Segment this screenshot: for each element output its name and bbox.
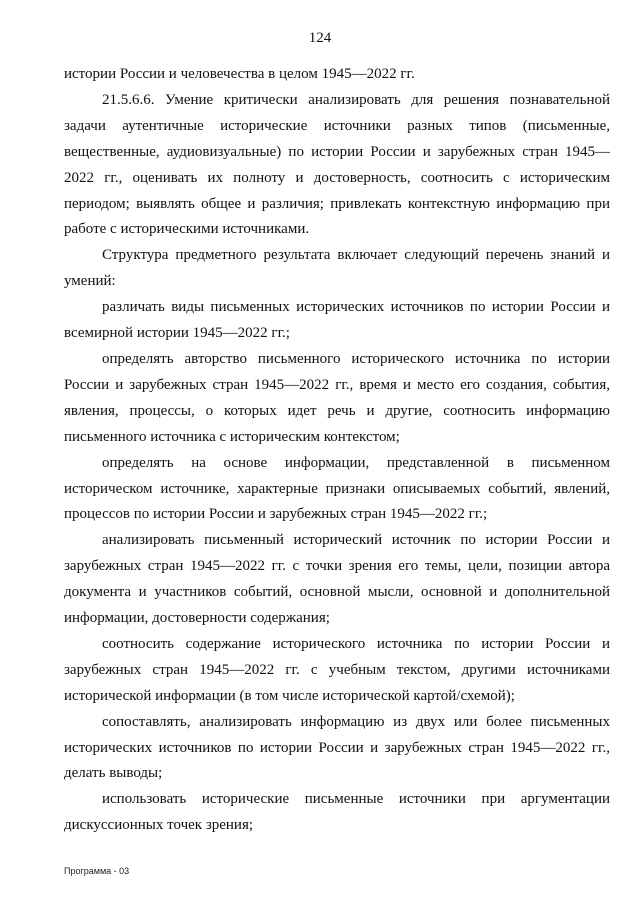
list-item-characteristics: определять на основе информации, представленной в письменном историческом источнике, характерные признаки описываемых событий, явлений, процессов по истории России и зарубежных стран 1945—2022 гг.; [64, 454, 610, 523]
paragraph-section-21-5-6-6: 21.5.6.6. Умение критически анализировать для решения познавательной задачи аутентичные исторические источники разных типов (письменные, вещественные, аудиовизуальные) по истории России и зарубежных стран 1945—2022 гг., оценивать их полноту и достоверность, соотносить с историческим периодом; выявлять общее и различия; привлекать контекстную информацию при работе с историческими источниками. [64, 91, 610, 238]
list-item-distinguish: различать виды письменных исторических источников по истории России и всемирной истории 1945—2022 гг.; [64, 299, 610, 342]
list-item-analyze: анализировать письменный исторический источник по истории России и зарубежных стран 1945—2022 гг. с точки зрения его темы, цели, позиции автора документа и участников событий, основной мысли, основной и дополнительной информации, достоверности содержания; [64, 532, 610, 627]
list-item-compare: сопоставлять, анализировать информацию из двух или более письменных исторических источников по истории России и зарубежных стран 1945—2022 гг., делать выводы; [64, 713, 610, 782]
list-item-use-sources: использовать исторические письменные источники при аргументации дискуссионных точек зрения; [64, 791, 610, 834]
list-item-correlate: соотносить содержание исторического источника по истории России и зарубежных стран 1945—2022 гг. с учебным текстом, другими источниками исторической информации (в том числе исторической картой/схемой); [64, 635, 610, 704]
list-item-authorship: определять авторство письменного исторического источника по истории России и зарубежных стран 1945—2022 гг., время и место его создания, события, явления, процессы, о которых идет речь и другие, соотносить информацию письменного источника с историческим контекстом; [64, 350, 610, 445]
footer-label: Программа - 03 [64, 866, 130, 876]
paragraph-continuation: истории России и человечества в целом 1945—2022 гг. [64, 66, 415, 82]
page-number: 124 [308, 30, 332, 46]
document-body [64, 62, 610, 839]
paragraph-structure-intro: Структура предметного результата включает следующий перечень знаний и умений: [64, 247, 610, 290]
